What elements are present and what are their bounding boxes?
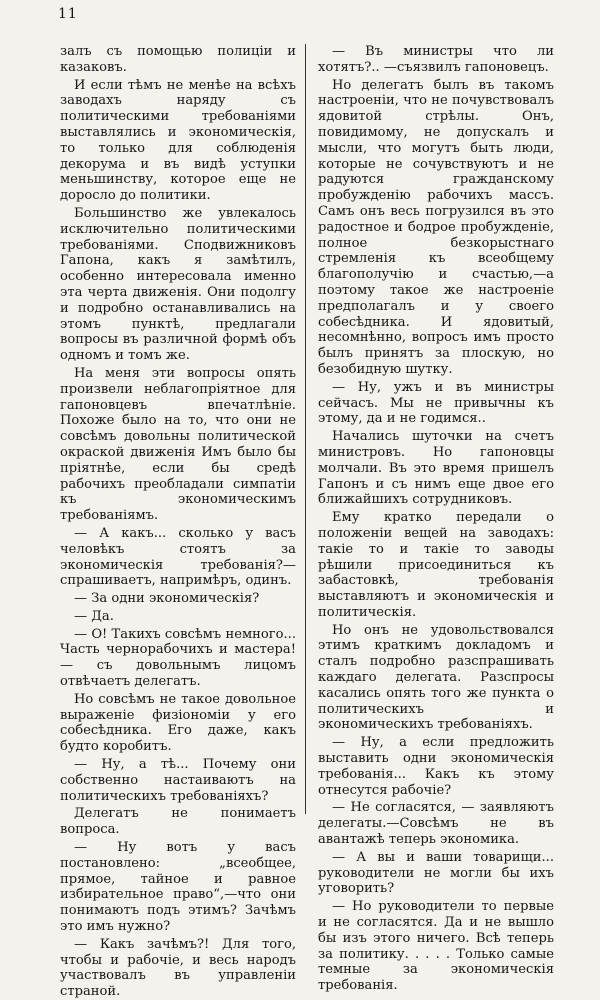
right-column <box>318 44 554 994</box>
paragraph: И если тѣмъ не менѣе на всѣхъ заводахъ наряду съ политическими требованіями выставлялись и экономическія, то только для соблюденія декорума и въ видѣ уступки меньшинству, которое еще не доросло до политики. <box>60 77 296 204</box>
paragraph: Начались шуточки на счетъ министровъ. Но гапоновцы молчали. Въ это время пришелъ Гапонъ и съ нимъ еще двое его ближайшихъ сотрудниковъ. <box>318 429 554 508</box>
paragraph: — О! Такихъ совсѣмъ немного... Часть чернорабочихъ и мастера!— съ довольнымъ лицомъ отвѣчаетъ делегатъ. <box>60 626 296 690</box>
paragraph: Но онъ не удовольствовался этимъ краткимъ докладомъ и сталъ подробно разспрашивать каждаго делегата. Разспросы касались опять того же пункта о политическихъ и экономическихъ требованіяхъ. <box>318 622 554 733</box>
paragraph: залъ съ помощью полиціи и казаковъ. <box>60 44 296 75</box>
paragraph: — Въ министры что ли хотятъ?.. —съязвилъ гапоновецъ. <box>318 44 554 75</box>
paragraph: — Ну, ужъ и въ министры сейчасъ. Мы не привычны къ этому, да и не годимся.. <box>318 379 554 427</box>
column-divider <box>305 44 306 814</box>
paragraph: — А какъ... сколько у васъ человѣкъ стоятъ за экономическія требованія?—спрашиваетъ, напримѣръ, одинъ. <box>60 525 296 589</box>
paragraph: — Ну вотъ у васъ постановлено: „всеобщее, прямое, тайное и равное избирательное право“,—что они понимаютъ подъ этимъ? Зачѣмъ это имъ нужно? <box>60 840 296 935</box>
paragraph: — Ну, а если предложить выставить одни экономическія требованія... Какъ къ этому отнесутся рабочіе? <box>318 735 554 798</box>
paragraph: Но делегатъ былъ въ такомъ настроеніи, что не почувствовалъ ядовитой стрѣлы. Онъ, повидимому, не допускалъ и мысли, что могутъ быть люди, которые не сочувствуютъ и не радуются гражданскому пробужденію рабочихъ массъ. Самъ онъ весь погрузился въ это радостное и бодрое пробужденіе, полное безкорыстнаго стремленія къ всеобщему благополучію и счастью,—а поэтому такое же настроеніе предполагалъ и у своего собесѣдника. И ядовитый, несомнѣнно, вопросъ имъ просто былъ принятъ за плоскую, но безобидную шутку. <box>318 77 554 377</box>
paragraph: Ему кратко передали о положеніи вещей на заводахъ: такіе то и такіе то заводы рѣшили присоединиться къ забастовкѣ, требованія выставляютъ и экономическія и политическія. <box>318 510 554 620</box>
paragraph: — Какъ зачѣмъ?! Для того, чтобы и рабочіе, и весь народъ участвовалъ въ управленіи страной. <box>60 936 296 1000</box>
paragraph: Но совсѣмъ не такое довольное выраженіе физіономіи у его собесѣдника. Его даже, какъ будто коробитъ. <box>60 691 296 755</box>
paragraph: — Да. <box>74 608 114 624</box>
paragraph: — Не согласятся, — заявляютъ делегаты.—Совсѣмъ не въ авантажѣ теперь экономика. <box>318 800 554 848</box>
paragraph: — За одни экономическія? <box>74 591 260 607</box>
paragraph: Делегатъ не понимаетъ вопроса. <box>60 806 296 838</box>
paragraph: — Но руководители то первые и не согласятся. Да и не вышло бы изъ этого ничего. Всѣ теперь за политику. . . . . Только самые темные за экономическія требованія. <box>318 899 554 994</box>
page-number: 11 <box>58 6 78 22</box>
paragraph: На меня эти вопросы опять произвели неблагопріятное для гапоновцевъ впечатлѣніе. Похоже было на то, что они не совсѣмъ довольны политической окраской движенія Имъ было бы пріятнѣе, если бы средѣ рабочихъ преобладали симпатіи къ экономическимъ требованіямъ. <box>60 365 296 524</box>
paragraph: — Ну, а тѣ... Почему они собственно настаиваютъ на политическихъ требованіяхъ? <box>60 757 296 804</box>
paragraph: — А вы и ваши товарищи... руководители не могли бы ихъ уговорить? <box>318 849 554 897</box>
left-column <box>60 44 296 1000</box>
paragraph: Большинство же увлекалось исключительно политическими требованіями. Сподвижниковъ Гапона, какъ я замѣтилъ, особенно интересовала именно эта черта движенія. Они подолгу и подробно останавливались на этомъ пунктѣ, предлагали вопросы въ различной формѣ объ одномъ и томъ же. <box>60 205 296 364</box>
